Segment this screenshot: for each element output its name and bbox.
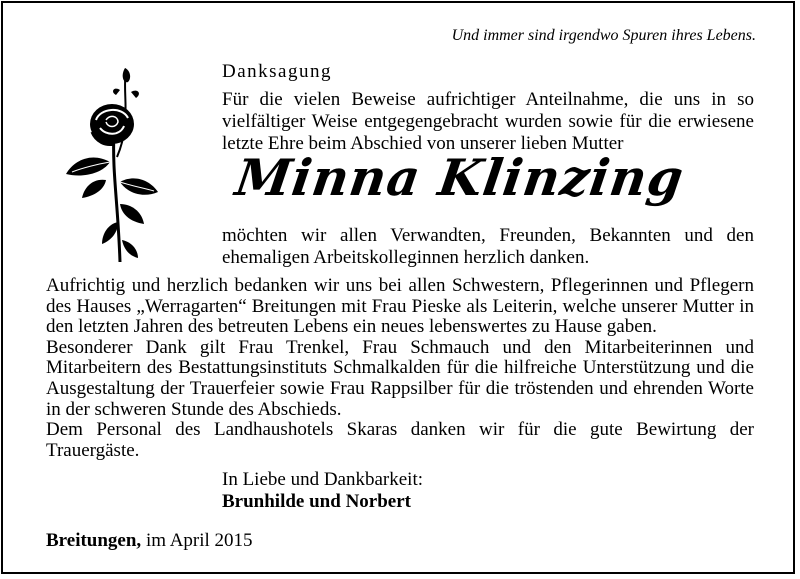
intro-text: Für die vielen Beweise aufrichtiger Anteilnahme, die uns in so vielfältiger Weise entgegengebracht wurden sowie für die erwiesene letzte Ehre beim Abschied von unserer lieben Mutter xyxy=(222,89,754,154)
signature: Brunhilde und Norbert xyxy=(222,491,411,512)
place-date xyxy=(46,530,253,552)
paragraph: Aufrichtig und herzlich bedanken wir uns bei allen Schwestern, Pflegerinnen und Pflegern des Hauses „Werragarten“ Breitungen mit Frau Pieske als Leiterin, welche unserer Mutter in den letzten Jahren des betreuten Lebens ein neues lebenswertes zu Hause gaben. xyxy=(46,275,754,338)
rose-icon xyxy=(62,62,162,267)
deceased-name: Minna Klinzing xyxy=(232,148,688,207)
place: Breitungen, xyxy=(46,530,142,551)
body-text xyxy=(46,276,754,461)
after-name-text: möchten wir allen Verwandten, Freunden, Bekannten und den ehemaligen Arbeitskolleginnen herzlich danken. xyxy=(222,225,754,268)
paragraph: Besonderer Dank gilt Frau Trenkel, Frau Schmauch und den Mitarbeiterinnen und Mitarbeitern des Bestattungsinstituts Schmalkalden für die hilfreiche Unterstützung und die Ausgestaltung der Trauerfeier sowie Frau Rappsilber für die tröstenden und ehrenden Worte in der schweren Stunde des Abschieds. xyxy=(46,336,754,420)
motto: Und immer sind irgendwo Spuren ihres Lebens. xyxy=(451,27,756,44)
paragraph: Dem Personal des Landhaushotels Skaras danken wir für die gute Bewirtung der Trauergäste. xyxy=(46,419,754,461)
heading: Danksagung xyxy=(222,61,332,82)
closing-line: In Liebe und Dankbarkeit: xyxy=(222,469,424,490)
date: im April 2015 xyxy=(145,530,253,551)
